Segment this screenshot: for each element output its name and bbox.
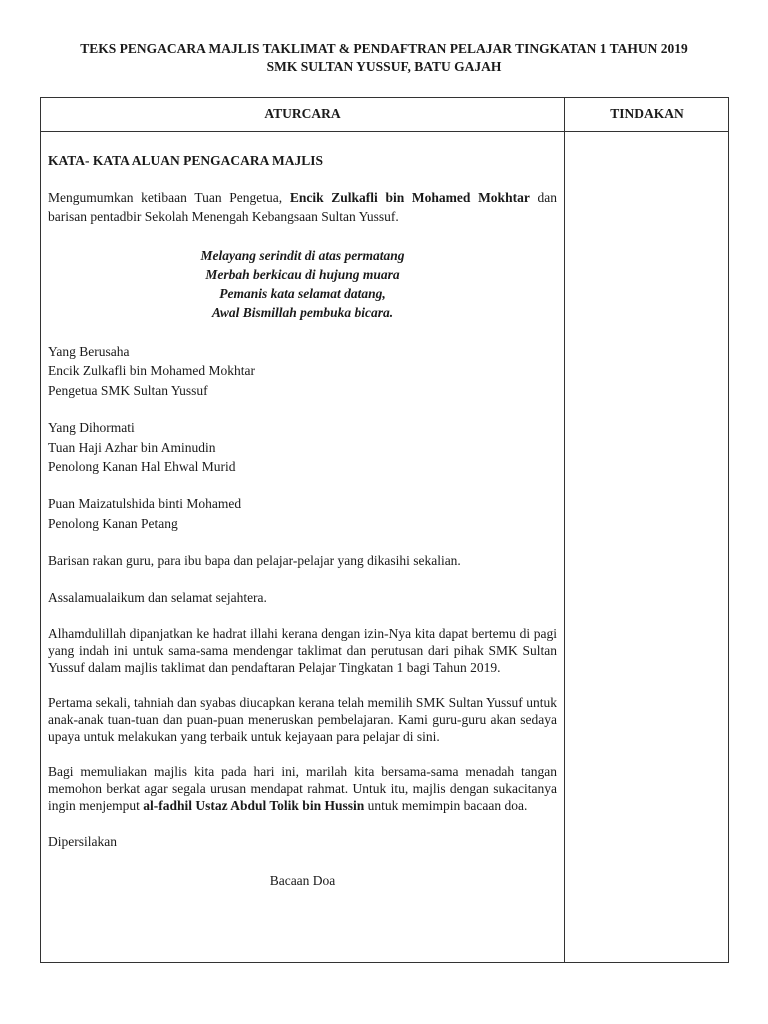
- guest-line: Penolong Kanan Petang: [48, 515, 178, 531]
- document-title-line-2: SMK SULTAN YUSSUF, BATU GAJAH: [266, 59, 502, 74]
- congratulations-paragraph: Pertama sekali, tahniah dan syabas diucapkan kerana telah memilih SMK Sultan Yussuf untuk anak-anak tuan-tuan dan puan-puan meneruskan pembelajaran. Kami guru-guru akan sedaya upaya untuk melakukan yang terbaik untuk kejayaan para pelajar di sini.: [48, 695, 557, 745]
- announcement-paragraph: [48, 188, 557, 226]
- pantun-verse: [48, 246, 557, 322]
- guest-line: Penolong Kanan Hal Ehwal Murid: [48, 459, 236, 475]
- salam-greeting: Assalamualaikum dan selamat sejahtera.: [48, 590, 267, 606]
- audience-greeting: Barisan rakan guru, para ibu bapa dan pelajar-pelajar yang dikasihi sekalian.: [48, 553, 461, 569]
- header-tindakan: TINDAKAN: [610, 106, 684, 121]
- doa-invitation-text-end: untuk memimpin bacaan doa.: [364, 798, 528, 814]
- guest-line: Tuan Haji Azhar bin Aminudin: [48, 439, 216, 455]
- document-title-line-1: TEKS PENGACARA MAJLIS TAKLIMAT & PENDAFTRAN PELAJAR TINGKATAN 1 TAHUN 2019: [80, 41, 688, 56]
- guest-line: Encik Zulkafli bin Mohamed Mokhtar: [48, 363, 255, 379]
- pantun-line: Awal Bismillah pembuka bicara.: [211, 305, 394, 320]
- dipersilakan-text: Dipersilakan: [48, 834, 117, 850]
- pantun-line: Melayang serindit di atas permatang: [200, 248, 405, 263]
- aturcara-content: [48, 151, 557, 890]
- announcement-text-end: dan barisan pentadbir Sekolah Menengah Kebangsaan Sultan Yussuf.: [48, 190, 557, 224]
- header-rule: [41, 131, 728, 132]
- guest-line: Yang Berusaha: [48, 344, 130, 359]
- pantun-line: Pemanis kata selamat datang,: [219, 286, 386, 301]
- guest-line: Puan Maizatulshida binti Mohamed: [48, 496, 242, 512]
- guest-block-petang: [48, 494, 557, 533]
- aturcara-table: [40, 97, 729, 963]
- guest-block-hem: [48, 418, 557, 476]
- guest-block-principal: [48, 342, 557, 400]
- guest-line: Pengetua SMK Sultan Yussuf: [48, 382, 208, 398]
- alhamdulillah-paragraph: Alhamdulillah dipanjatkan ke hadrat illahi kerana dengan izin-Nya kita dapat bertemu di pagi yang indah ini untuk sama-sama mendengar taklimat dan perutusan dari pihak SMK Sultan Yussuf dalam majlis taklimat dan pendaftaran Pelajar Tingkatan 1 bagi Tahun 2019.: [48, 626, 557, 676]
- section-heading: KATA- KATA ALUAN PENGACARA MAJLIS: [48, 153, 324, 168]
- announcement-text-start: Mengumumkan ketibaan Tuan Pengetua,: [48, 190, 290, 205]
- principal-name: Encik Zulkafli bin Mohamed Mokhtar: [289, 190, 530, 205]
- ustaz-name: al-fadhil Ustaz Abdul Tolik bin Hussin: [143, 798, 365, 814]
- doa-invitation-text-start: Bagi memuliakan majlis kita pada hari ini, marilah kita bersama-sama menadah tangan memohon berkat agar segala urusan mendapat rahmat. Untuk itu, majlis dengan sukacitanya ingin menjemput: [48, 764, 557, 814]
- document-title: [0, 40, 768, 76]
- guest-line: Yang Dihormati: [48, 420, 135, 436]
- header-aturcara: ATURCARA: [264, 106, 341, 121]
- bacaan-doa-text: Bacaan Doa: [269, 873, 336, 889]
- doa-invitation-paragraph: [48, 763, 557, 814]
- pantun-line: Merbah berkicau di hujung muara: [205, 267, 400, 282]
- column-divider: [564, 98, 565, 962]
